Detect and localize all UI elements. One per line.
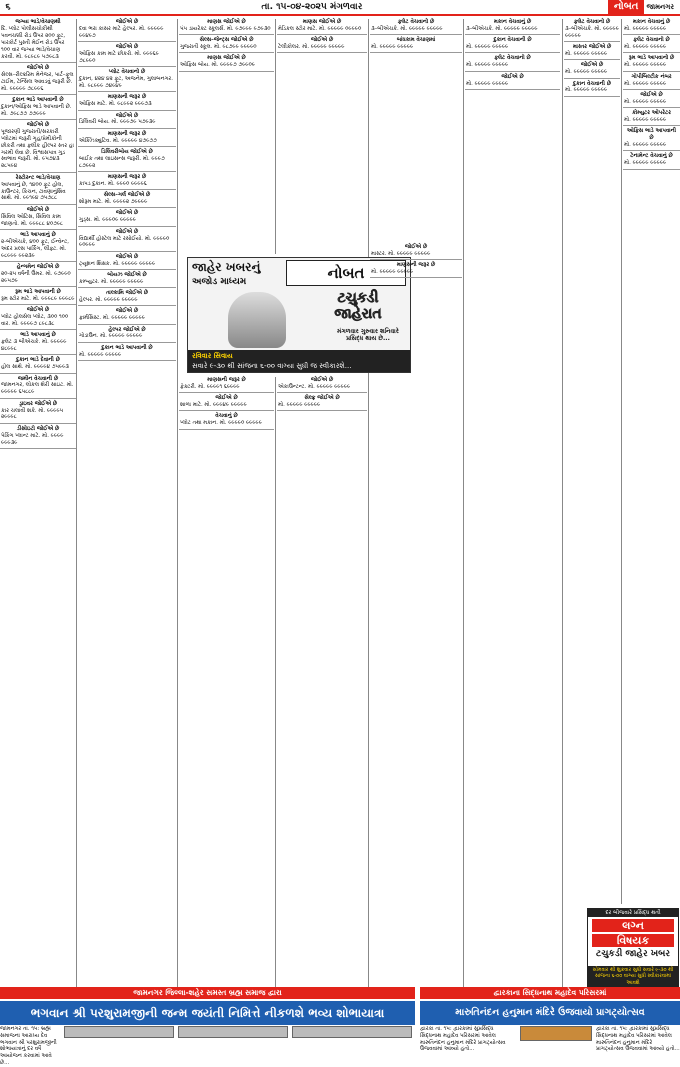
classified-ad-text: કમ્પ્યુટર. મો. ૯૯૯૯૯ ૯૯૯૯૯ <box>79 278 144 285</box>
classified-ad <box>0 97 76 118</box>
classified-ad-heading: જોઈએ છે <box>115 308 139 315</box>
classified-ad <box>0 376 76 397</box>
ad-separator <box>78 171 176 172</box>
classified-ad-heading: તાલ્કામિ જોઈએ છે <box>105 290 149 297</box>
classified-ad-heading: માણસની જરૂર છે <box>107 130 147 137</box>
classified-ad <box>0 401 76 422</box>
ad-line-2: અજોડ માધ્યમ <box>192 277 247 287</box>
classified-ad-heading: માણસ જોઈએ છે <box>207 55 246 62</box>
classified-ad-text: શાળા માટે. મો. ૯૯૯૪૯ ૯૯૯૯૯ <box>180 402 247 409</box>
classified-ad <box>0 357 76 371</box>
ad-separator <box>179 71 274 72</box>
classified-ad <box>78 345 176 359</box>
ad-separator <box>78 342 176 343</box>
classified-ad-heading: મકાન વેચવાનું છે <box>493 19 532 25</box>
classified-ad-heading: જોઈએ છે <box>310 377 334 383</box>
classified-ad-heading: ફ્લેટ વેચવાનો છે <box>573 19 611 25</box>
ad-separator <box>78 251 176 252</box>
classified-ad-heading: માણસની જરૂર છે <box>107 94 147 101</box>
classified-ad-heading: જોઈએ છે <box>115 210 139 217</box>
classified-ad-text: ડિલિવરી બોય. મો. ૯૯૯૭૯ ૫૭૯૩૯ <box>79 119 156 126</box>
classified-ad-heading: જોઈએ છે <box>115 228 139 235</box>
classified-ad-heading: જોઈએ છે <box>115 19 139 25</box>
ad-separator <box>78 226 176 227</box>
classified-ad <box>277 395 367 409</box>
classified-ad-heading: ગોપીબિલ્ટીક નંબર <box>631 73 672 80</box>
ad-tag-word-1: ટચુકડી <box>337 290 379 306</box>
ad-separator <box>179 429 274 430</box>
classified-ad-text: મો. ૯૯૯૯૯ ૯૯૯૯૯ <box>466 80 509 87</box>
classified-ad-heading: દુકાન ભાડે આપવાની છે <box>101 344 153 351</box>
classified-ad <box>465 55 560 69</box>
classified-ad-text: ફાર્મસિસ્ટ. મો. ૯૯૯૯૯ ૯૯૯૯૯ <box>79 315 145 322</box>
news-right-headline: મારુતિનંદન હનુમાન મંદિરે ઉજવાયો પ્રાગટ્યોત્સવ <box>420 1001 680 1025</box>
classified-ad-heading: જોઈએ છે <box>404 244 428 250</box>
classified-ad-heading: સેલ્સ–ગર્લ જોઈએ છે <box>103 192 151 199</box>
ad-separator <box>0 423 76 424</box>
classified-ad-text: ૩–બીએચકે. મો. ૯૯૯૯૯ ૯૯૯૯૯ <box>466 25 538 32</box>
ad-separator <box>465 34 560 35</box>
column-divider <box>76 19 77 989</box>
column-divider <box>177 19 178 989</box>
classified-ad <box>0 232 76 260</box>
news-section <box>0 988 680 1066</box>
ad-separator <box>78 110 176 111</box>
classified-ad-text: સિવિલ ઓટિસ, સિવિલ કામ જાણતો. મો. ૯૯૯૮૮ ૪૦૭૯૮ <box>1 213 63 227</box>
classified-ad-heading: ફ્લેટ વેચવાનો છે <box>397 19 435 25</box>
classified-ad <box>370 244 462 258</box>
ad-days: મંગળવાર ગુરુવાર શનિવારે પ્રસિદ્ધ થાય છે... <box>337 328 399 342</box>
ad-strip-line-1: રવિવાર સિવાય <box>192 352 233 360</box>
classified-ad <box>0 175 76 203</box>
ad-separator <box>0 94 76 95</box>
ad-separator <box>0 62 76 63</box>
classified-ad-heading: જોઈએ છે <box>310 37 334 44</box>
ad-tag-word-2: જાહેરાત <box>334 306 382 322</box>
ad-separator <box>0 229 76 230</box>
classified-ad-heading: સેલ્ફ્ર જોઈએ છે <box>304 395 340 402</box>
classified-ad-text: હોલ સાથે. મો. ૯૯૯૯૪ ૭૫૯૯૩ <box>1 364 69 371</box>
classified-ad <box>623 37 680 51</box>
ad-separator <box>0 448 76 449</box>
classified-ad <box>78 44 176 65</box>
classified-ad-text: મો. ૯૯૯૯૯ ૯૯૯૯૯ <box>624 80 667 87</box>
classified-ad-text: સેલ્સ–રીલ્ક્રરિમ મેનેજર, પાર્ટ–ફૂલ ટાઈમ, ટેન્સિલ આવડવું જરૂરી છે. મો. ૯૯૯૯૯ ૭૮૯૯૬ <box>1 71 74 92</box>
classified-ad-heading: જોઈએ છે <box>26 307 50 314</box>
classified-ad-text: મો. ૯૯૯૯૯ ૯૯૯૯૯ <box>624 44 667 51</box>
classified-ad <box>370 19 462 33</box>
classified-ad-heading: મકાન વેચવાનું છે <box>632 19 671 25</box>
classified-ad-heading: દુકાન વેચવાની છે <box>573 80 611 87</box>
classified-ad <box>78 149 176 170</box>
matrimonial-ad-title-2: વિષયક <box>592 934 674 947</box>
ad-separator <box>78 189 176 190</box>
ad-separator <box>0 286 76 287</box>
classified-ad <box>370 37 462 51</box>
ad-separator <box>78 91 176 92</box>
classified-ad-text: પ્લોટ હોલસેલ પ્લોટ, ૩૦૦ ૧૦૦ વાર. મો. ૯૯૯૯૭ ૮૯૮૩૮ <box>1 314 69 327</box>
matrimonial-ad-subtitle: ટચુકડી જાહેર ખબર <box>595 949 671 959</box>
classified-ad <box>623 55 680 69</box>
classified-ad-text: ૨-બીએચકે, ૪૦૦ ફૂટ, ઈન્વેન્ટ, અંદર પ્રલ્સ પાર્કિંગ, લીફ્ટ. મો. ૯૮૯૯૯ ૯૯૨૩૯ <box>1 238 69 259</box>
classified-ad <box>0 307 76 328</box>
classified-column-3 <box>179 19 274 254</box>
classified-ad-heading: સેલ્સ–જેન્ટ્સ જોઈએ છે <box>199 37 254 44</box>
classified-ad-heading: બાંધકામ વેચાણમાં <box>396 37 436 44</box>
classified-ad <box>564 81 620 95</box>
ad-separator <box>0 373 76 374</box>
classified-ad-text: દવા ભરા કાસર માટે હેલ્પર. મો. ૯૯૯૯૯ ૯૯૪૯૭ <box>79 25 164 39</box>
classified-ad-text: કાપડ દુકાન. મો. ૯૯૯૦ ૯૯૯૯૬ <box>79 180 147 187</box>
classified-ad-heading: બોયઝ જોઈએ છે <box>107 271 147 278</box>
classified-ad <box>78 327 176 341</box>
ad-separator <box>370 259 462 260</box>
ad-separator <box>623 89 680 90</box>
classified-ad <box>623 128 680 149</box>
classified-ad-text: પંપ ડાયરેક્ટ સ્કૂલર્સ. મો. ૯૭૯૯૯ ૯૭૯૩૦ <box>180 25 271 32</box>
classified-ad-text: ૩–બીએચકે. મો. ૯૯૯૯૯ ૯૯૯૯૯ <box>371 25 443 32</box>
news-left-photo-2 <box>178 1026 288 1038</box>
ad-separator <box>78 128 176 129</box>
classified-ad-text: જામનગર, લોકલ શેરી સાઇટ. મો. ૯૯૯૯૯ ૬૫૮૮૯ <box>1 382 74 396</box>
classified-ad-text: એક્ઝિક્યુટિવ. મો. ૯૯૯૯૯ ૪૭૯૭૭ <box>79 137 157 144</box>
classified-ad-heading: માણસની જરૂર છે <box>107 174 147 181</box>
classified-column-4 <box>277 19 367 254</box>
classified-ad-heading: જોઈએ છે <box>501 73 524 80</box>
classified-ad-text: મો. ૯૯૯૯૯ ૯૯૯૯૯ <box>624 116 667 123</box>
classified-ad <box>0 65 76 93</box>
ad-separator <box>0 204 76 205</box>
classified-ad-text: ૨૦-૨૫ વર્ષની ઉંમર. મો. ૯૭૯૯૦ ૨૯૫૭૯ <box>1 270 71 284</box>
classified-column-6 <box>465 19 560 989</box>
classified-ad <box>78 113 176 127</box>
ad-separator <box>0 172 76 173</box>
ad-separator <box>179 34 274 35</box>
classified-ad <box>78 290 176 304</box>
ad-separator <box>564 78 620 79</box>
classified-ad-heading: ટેનામેન્ટ વેચવાનું છે <box>630 153 673 160</box>
news-left-body: જામનગર તા. ૧૫: બ્રહ્મ સમાજના આરાધ્ય દેવ ભગવાન શ્રી પરશુરામજીની શોભાયાત્રાનું દર વર્ષે આયોજન કરવામાં આવે છે... <box>0 1026 57 1066</box>
classified-ad <box>0 264 76 285</box>
ad-separator <box>78 305 176 306</box>
classified-column-8 <box>623 19 680 904</box>
ad-separator <box>623 150 680 151</box>
classified-column-2 <box>78 19 176 989</box>
classified-ad <box>370 262 462 276</box>
classified-ad-text: એકાઉન્ટન્ટ. મો. ૯૯૯૯૯ ૯૯૯૯૯ <box>278 383 351 390</box>
classified-ad <box>179 413 274 427</box>
classified-ad-text: મો. ૯૯૯૯૯ ૯૯૯૯૯ <box>624 142 667 149</box>
classified-ad-text: મો. ૯૯૯૯૯ ૯૯૯૯૯ <box>624 160 667 167</box>
ad-separator <box>564 96 620 97</box>
classified-ad <box>623 74 680 88</box>
classified-ad <box>179 37 274 51</box>
classified-ad <box>179 395 274 409</box>
news-left-photo-1 <box>64 1026 174 1038</box>
ad-brand-logo: નોબત <box>286 260 406 286</box>
classified-ad <box>78 229 176 250</box>
classified-ad <box>0 122 76 170</box>
matrimonial-ad-footer: સોમવાર થી શુક્રવાર સુધી સવારે ૯-૩૦ થી સાંજના ૬-૦૦ વાગ્યા સુધી સ્વીકારવામાં આવશે <box>588 966 678 988</box>
classified-ad-heading: ભાડે આપવાનું છે <box>20 231 56 238</box>
classified-ad <box>564 44 620 58</box>
ad-separator <box>623 34 680 35</box>
ad-separator <box>78 269 176 270</box>
classified-ad-text: ૩–બીએચકે. મો. ૯૯૯૯૯ ૯૯૯૯૯ <box>565 25 619 39</box>
classified-ad-heading: હેલ્પર જોઈએ છે <box>108 326 146 333</box>
ad-separator <box>623 125 680 126</box>
classified-ad-text: ટેલીકોલર. મો. ૯૯૯૯૯ ૯૯૯૯૯ <box>278 44 345 51</box>
ad-separator <box>78 41 176 42</box>
classified-ad-text: પૂજારણી ગુજરાતી/સરકારી પ્લોટમાં જરૂરી ગૃહ/પ્રેમીકોની છોકરી તથા ફ્લીક હીલ્પર સ્તર હા ગરમી લેવા છે. વિશ્વાસપાત્ર ગુડ સ્વભાવ જરૂરી. મો. ૯૫૭૪૩ ૨૮૫૯૪ <box>1 128 74 170</box>
classified-ad-text: દિ. પ્લોટ પોલીસચોકીથી પવનચક્કી રોડ ઉપર ૨૦૦ ફૂટ, પારકોર્ટ પુસ્તી મેઈન રોડ ઉપર ૧૦૦ વાર જગ્યા ભાડે/વેચાણ કરવી. મો. ૯૮૯૮૯ ૫૭૯૮૩ <box>1 25 66 60</box>
classified-ad-heading: ઓફિસ ભાડે આપવાની છે <box>626 128 677 142</box>
ad-separator <box>623 52 680 53</box>
column-divider <box>275 19 276 254</box>
classified-ad-text: આપવાનું છે, ૧૪૦૦ ફૂટ હોલ, કાઉન્ટર, કિચન, ટાવણાનુંશિવ સાથે. મો. ૯૯૧૯૪ ૭૫૭૮૮ <box>1 181 66 202</box>
classified-ad-heading: જગ્યા ભાડે/વેચાણથી <box>15 19 61 25</box>
column-divider <box>621 19 622 904</box>
classified-ad <box>78 69 176 90</box>
ad-separator <box>78 360 176 361</box>
ad-separator <box>0 354 76 355</box>
edition-label: જામનગર <box>646 2 674 11</box>
classified-ad-heading: માણસની જરૂર છે <box>396 262 436 269</box>
classified-ad-text: પેકિંગ પ્લાન્ટ માટે. મો. ૯૯૯૯ ૯૯૯૩૯ <box>1 432 64 446</box>
classified-ad-heading: ડિલિવરીબોય જોઈએ છે <box>101 148 153 155</box>
classified-ad-text: દુકાન, ૪૨૪ ૪૨ ફૂટ, અજનેમ, ગુલાબનગર. મો. ૯૮૯૯૯ ૭૪૯૪૯ <box>79 76 173 90</box>
classified-ad <box>78 210 176 224</box>
classified-ad <box>623 92 680 106</box>
classified-ad-text: ઓફિસ કામ માટે છોકરો. મો. ૯૯૯૬૯ ૭૮૯૯૦ <box>79 51 159 64</box>
classified-ad-heading: દુકાન ભાડે દેવાની છે <box>16 357 60 364</box>
ad-separator <box>78 287 176 288</box>
classified-ad-heading: પ્લોટ વેચવાનો છે <box>108 69 146 76</box>
classified-ad <box>277 377 367 391</box>
classified-ad <box>564 62 620 76</box>
classified-ad <box>0 426 76 447</box>
column-divider <box>463 19 464 989</box>
classified-ad-text: મો. ૯૯૯૯૯ ૯૯૯૯૯ <box>278 402 321 409</box>
classified-ad-text: હેલ્પર. મો. ૯૯૯૯૯ ૯૯૯૯૯ <box>79 297 138 304</box>
classified-ad-text: મો. ૯૯૯૯૯ ૯૯૯૯૯ <box>371 44 414 51</box>
classified-ad <box>78 94 176 108</box>
classified-ad <box>179 55 274 69</box>
classified-column-4-lower <box>277 377 367 989</box>
ad-separator <box>277 410 367 411</box>
classified-ad <box>465 19 560 33</box>
ad-strip-line-2: સવારે ૯-૩૦ થી સાંજના ૬-૦૦ વાગ્યા સુધી જ સ્વીકારશે... <box>192 362 352 370</box>
classified-column-3-lower <box>179 377 274 989</box>
classified-ad <box>465 74 560 88</box>
classified-ad <box>0 289 76 303</box>
ad-separator <box>623 71 680 72</box>
ad-separator <box>370 277 462 278</box>
column-divider <box>275 377 276 989</box>
classified-ad-text: મો. ૯૯૯૯૯ ૯૯૯૯૯ <box>565 87 608 94</box>
classified-ad <box>78 308 176 322</box>
ad-separator <box>78 146 176 147</box>
classified-ad <box>623 19 680 33</box>
classified-ad-heading: ફ્લેટ વેચવાનો છે <box>494 55 531 62</box>
classified-ad-heading: જોઈએ છે <box>115 112 139 119</box>
classified-ad-text: ઓફિસ માટે. મો. ૯૮૯૯૨ ૯૯૯૭૩ <box>79 101 152 108</box>
ad-separator <box>179 392 274 393</box>
classified-ad <box>78 272 176 286</box>
classified-ad-text: ગુજરાતી સ્કૂલ. મો. ૯૮૭૯૯ ૯૯૯૯૦ <box>180 44 257 51</box>
matrimonial-ad <box>587 908 679 988</box>
classified-ad <box>564 19 620 40</box>
ad-separator <box>370 34 462 35</box>
classified-ad-heading: માણસ જોઈએ છે <box>302 19 342 25</box>
classified-ad-heading: માસ્તર જોઈએ છે <box>572 44 612 51</box>
ad-separator <box>277 52 367 53</box>
classified-ad-text: મો. ૯૯૯૯૯ ૯૯૯૯૯ <box>371 269 414 276</box>
classified-ad-heading: વેચવાનું છે <box>215 413 238 420</box>
ad-separator <box>465 52 560 53</box>
classified-ad <box>623 153 680 167</box>
classified-ad-text: દુકાન/ઓફિસ ભાડે આપવાની છે. મો. ૭૯૮૭૭ ૭૭૯૯૯ <box>1 103 72 117</box>
classified-ad-text: માસ્ટર. મો. ૯૯૯૯૯ ૯૯૯૯૯ <box>371 250 431 257</box>
ad-line-1: જાહેર ખબરનું <box>192 260 261 274</box>
classified-ad-heading: જોઈએ છે <box>115 253 139 260</box>
classified-ad-heading: જમીન વેચવાની છે <box>17 375 59 382</box>
classified-ad-text: મો. ૯૯૯૯૯ ૯૯૯૯૯ <box>466 62 509 69</box>
ad-separator <box>465 71 560 72</box>
classified-ad-text: મો. ૯૯૯૯૯ ૯૯૯૯૯ <box>624 62 667 69</box>
classified-ad-heading: જોઈએ છે <box>215 395 238 402</box>
news-left-photo-3 <box>292 1026 412 1038</box>
classified-ad-heading: ફ્લેટ વેચવાનો છે <box>633 37 670 44</box>
news-right-banner: દ્વારકાના સિદ્ધનાથ મહાદેવ પરિસરમાં <box>420 987 680 999</box>
classified-ad-text: મેડિકલ સ્ટોર માટે. મો. ૯૯૯૯૯ ૦૯૯૯૦ <box>278 25 362 32</box>
ad-separator <box>623 107 680 108</box>
classified-ad-text: મો. ૯૯૯૯૯ ૯૯૯૯૯ <box>79 351 122 358</box>
ad-separator <box>370 52 462 53</box>
news-left-headline: ભગવાન શ્રી પરશુરામજીની જન્મ જયંતી નિમિત્તે નીકળશે ભવ્ય શોભાયાત્રા <box>0 1001 415 1025</box>
classified-ad-heading: હેન્ગમેન જોઈએ છે <box>16 263 60 270</box>
classified-ad-text: ફ્લેટ ૩ બીએચકે. મો. ૯૯૯૯૯ ૪૮૯૯૮ <box>1 339 67 353</box>
classified-ad-text: મો. ૯૯૯૯૯ ૯૯૯૯૯ <box>624 25 667 32</box>
classified-column-7 <box>564 19 620 904</box>
classified-ad-heading: દુકાન વેચવાની છે <box>493 37 532 44</box>
classified-ad-heading: ડ્રાઇવર જોઈએ છે <box>18 400 58 407</box>
classified-ad-heading: દુકાન ભાડે આપવાની છે <box>12 96 64 103</box>
classified-ad <box>179 377 274 391</box>
classified-ad-text: ટ્યૂશન શિક્ષક. મો. ૯૯૯૯૯ ૯૯૯૯૯ <box>79 260 156 267</box>
classified-ad <box>78 131 176 145</box>
ad-separator <box>0 261 76 262</box>
classified-ad-text: મો. ૯૯૯૯૯ ૯૯૯૯૯ <box>624 98 667 105</box>
ad-separator <box>277 392 367 393</box>
classified-column-5-lower <box>370 244 462 989</box>
classified-ad <box>78 192 176 206</box>
classified-ad <box>78 174 176 188</box>
news-left-banner: જામનગર જિલ્લા-શહેર સમસ્ત બ્રહ્મ સમાજ દ્વારા <box>0 987 415 999</box>
ad-separator <box>277 34 367 35</box>
page-number: ૬ <box>5 2 11 12</box>
classified-ad-text: રૂમ સ્ટોર માટે. મો. ૯૯૯૮૯ ૯૯૯૮૯ <box>1 295 75 302</box>
classified-ad <box>78 19 176 40</box>
classified-ad-heading: જોઈએ છે <box>580 62 604 69</box>
classified-ad-heading: જોઈએ છે <box>115 44 139 51</box>
column-divider <box>368 19 369 989</box>
ad-separator <box>465 89 560 90</box>
classified-ad <box>0 332 76 353</box>
classified-ad <box>78 254 176 268</box>
ad-separator <box>179 410 274 411</box>
classified-ad-heading: ભાડે આપવાનું છે <box>20 332 56 339</box>
matrimonial-ad-caption: દર બીજવારે પ્રસિદ્ધ થતી <box>588 909 678 917</box>
column-divider <box>562 19 563 989</box>
ad-separator <box>78 207 176 208</box>
classified-ad-text: ગુડ્સ. મો. ૯૯૯૦૯ ૯૯૯૯૯ <box>79 217 136 224</box>
classified-ad-heading: જોઈએ છે <box>26 64 50 71</box>
ad-separator <box>0 329 76 330</box>
ad-separator <box>78 66 176 67</box>
classified-ad <box>465 37 560 51</box>
classified-column-1 <box>0 19 76 989</box>
classified-ad-heading: જોઈએ છે <box>26 121 50 128</box>
classified-ad <box>0 19 76 60</box>
classified-ad-text: કાર ચલાવી શકે. મો. ૯૯૯૯૫ ૨૯૯૯૮ <box>1 407 64 421</box>
issue-date: તા. ૧૫-૦૪-૨૦૨૫ મંગળવાર <box>261 2 363 12</box>
ad-separator <box>0 398 76 399</box>
classified-ad-text: વિદ્યાર્થી હોસ્ટેલ માટે રસોઈયો. મો. ૯૯૯૯૦ ૯૦૯૯૯ <box>79 235 170 249</box>
classified-ad <box>623 110 680 124</box>
classified-ad-heading: જોઈએ છે <box>26 206 50 213</box>
classified-ad-heading: રેસ્ટોરન્ટ ભાડે/વેચાણ <box>15 174 61 181</box>
classified-ad-text: મો. ૯૯૯૯૯ ૯૯૯૯૯ <box>466 44 509 51</box>
ad-separator <box>564 41 620 42</box>
ad-separator <box>78 324 176 325</box>
ad-separator <box>623 169 680 170</box>
ad-separator <box>179 52 274 53</box>
classified-ad-text: મો. ૯૯૯૯૯ ૯૯૯૯૯ <box>565 51 608 58</box>
classified-ad-heading: રૂમ ભાડે આપવાનો છે <box>628 55 675 62</box>
classified-ad-heading: કોમ્યુટર ઓપરેટર <box>632 110 671 117</box>
classified-ad-heading: માણસ જોઈએ છે <box>207 19 246 25</box>
page-header <box>0 0 680 16</box>
ad-separator <box>0 119 76 120</box>
classified-ad-heading: જોઈએ છે <box>640 91 663 98</box>
classified-ad-text: ફેક્ટરી. મો. ૯૯૯૯૧ ૬૯૯૯૯ <box>180 383 240 390</box>
classified-ad-heading: ડીસોઇટો જોઈએ છે <box>16 425 60 432</box>
classified-ad-text: શોરૂમ માટે. મો. ૯૯૯૯૨ ૭૯૯૯૯ <box>79 199 148 206</box>
pointing-hand-icon <box>228 292 286 348</box>
classified-ad <box>179 19 274 33</box>
classified-ad <box>0 207 76 228</box>
classified-ad-heading: રૂમ ભાડે આપવાની છે <box>15 288 61 295</box>
classified-ad-heading: માણસની જરૂર છે <box>207 377 246 383</box>
classified-ad-text: પ્લોટ તથા મકાન. મો. ૯૯૯૯૦ ૯૯૯૯૯ <box>180 420 262 427</box>
classified-column-5 <box>370 19 462 254</box>
ad-separator <box>564 59 620 60</box>
matrimonial-ad-title-1: લગ્ન <box>592 919 674 932</box>
classified-ad-text: મો. ૯૯૯૯૯ ૯૯૯૯૯ <box>565 69 608 76</box>
classified-ad-text: ગોડાઉન. મો. ૯૯૯૯૯ ૯૯૯૯૯ <box>79 333 143 340</box>
news-right-photo <box>520 1026 592 1041</box>
classified-ad-text: બાઈક તથા લાઇસન્સ જરૂરી. મો. ૯૯૯૭ ૮૭૯૯૨ <box>79 155 165 169</box>
masthead-logo: નોબત <box>608 0 645 14</box>
classified-ad-text: ઓફિસ બોય. મો. ૯૯૯૯૭ ૭૯૯૦૯ <box>180 62 255 69</box>
news-right-body-2: દ્વારકા તા. ૧૫: દ્વારકામાં સુપ્રસિદ્ધ સિદ્ધનાથ મહાદેવ પરિસરમાં આવેલ મારુતિનંદન હનુમાન મંદિરે પ્રાગટ્યોત્સવ ઉજવવામાં આવ્યો હતો... <box>596 1026 680 1053</box>
classified-ad <box>277 19 367 33</box>
news-right-body: દ્વારકા તા. ૧૫: દ્વારકામાં સુપ્રસિદ્ધ સિદ્ધનાથ મહાદેવ પરિસરમાં આવેલ મારુતિનંદન હનુમાન મંદિરે પ્રાગટ્યોત્સવ ઉજવવામાં આવ્યો હતો... <box>420 1026 506 1053</box>
ad-separator <box>0 304 76 305</box>
classified-ad <box>277 37 367 51</box>
